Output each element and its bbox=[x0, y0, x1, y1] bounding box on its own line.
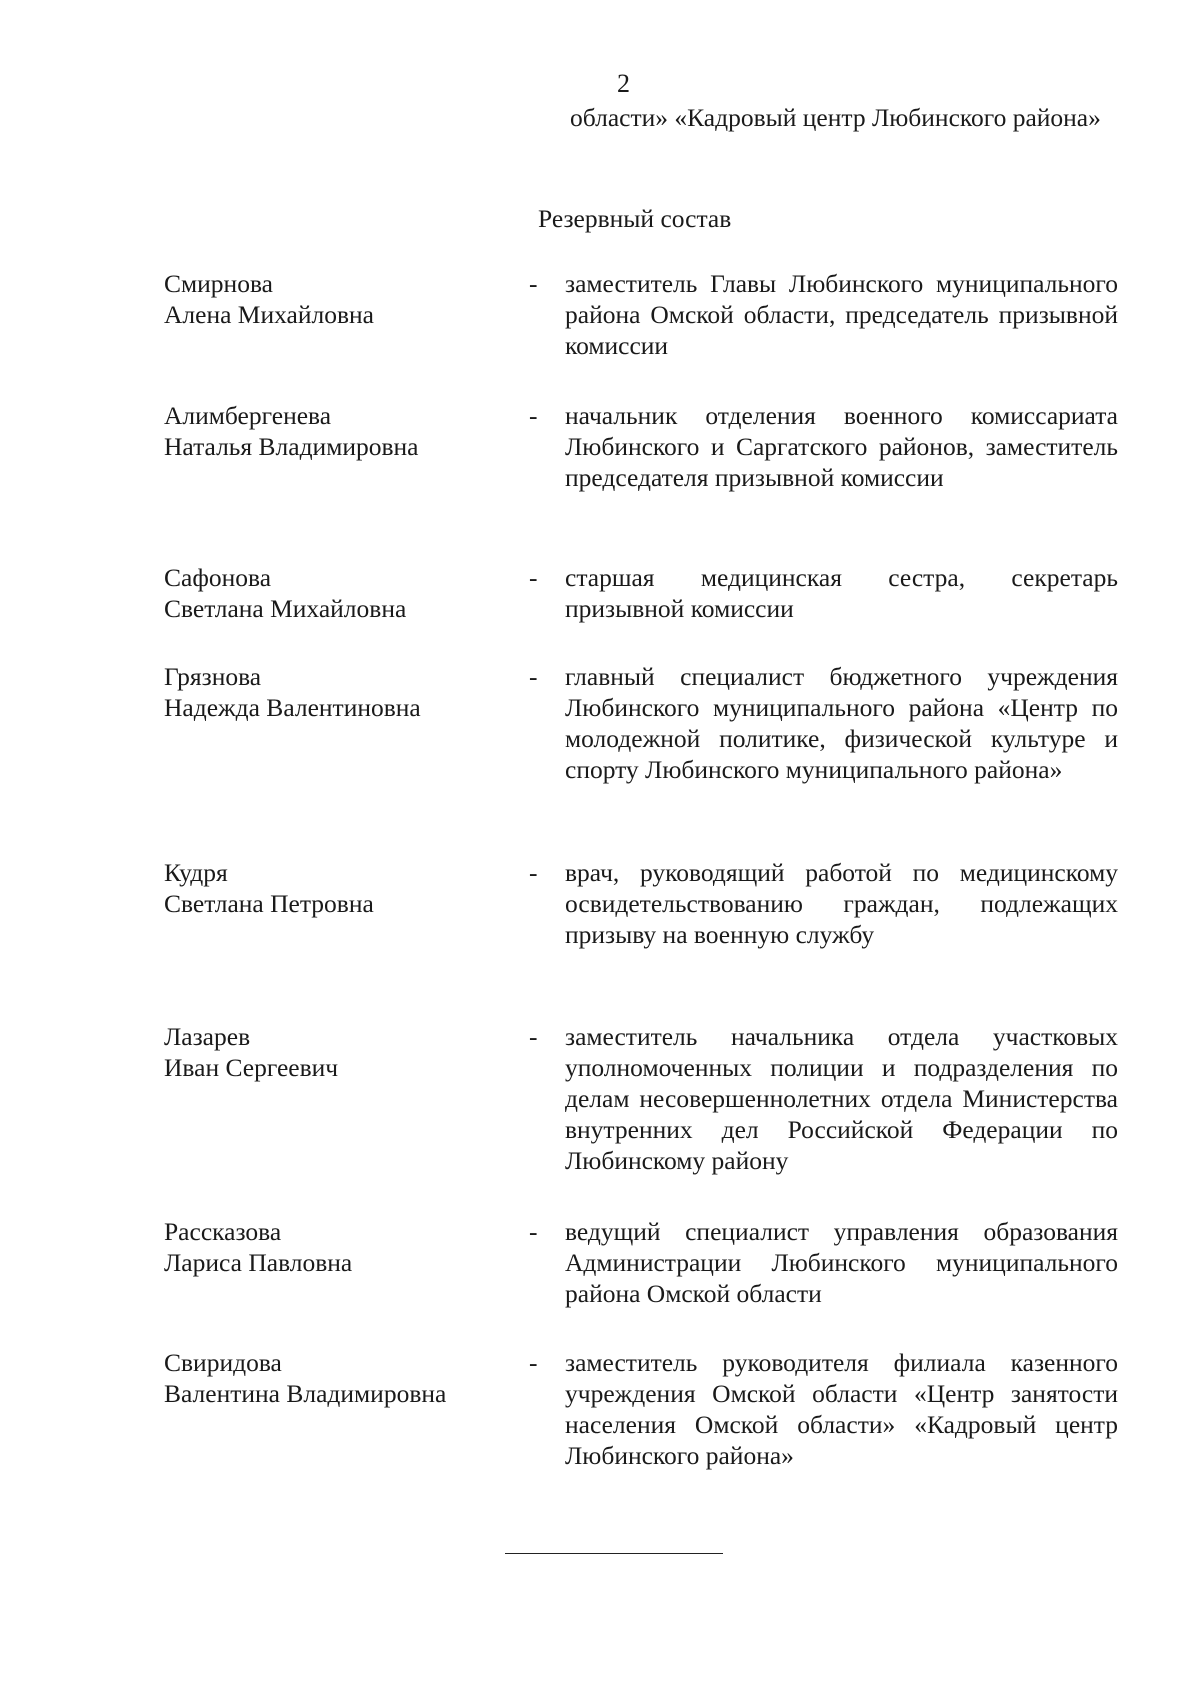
member-surname: Лазарев bbox=[164, 1022, 251, 1051]
member-given-name: Наталья Владимировна bbox=[164, 432, 419, 461]
dash: - bbox=[529, 858, 538, 887]
member-duty: заместитель Главы Любинского муниципального района Омской области, председатель призывной комиссии bbox=[565, 269, 1118, 360]
member-name bbox=[164, 1216, 524, 1278]
member-duty: врач, руководящий работой по медицинскому освидетельствованию граждан, подлежащих призыву на военную службу bbox=[565, 858, 1118, 949]
member-duty: заместитель руководителя филиала казенного учреждения Омской области «Центр занятости населения Омской области» «Кадровый центр Любинского района» bbox=[565, 1348, 1118, 1470]
member-name bbox=[164, 857, 524, 919]
member-given-name: Лариса Павловна bbox=[164, 1248, 353, 1277]
dash: - bbox=[529, 1022, 538, 1051]
member-surname: Грязнова bbox=[164, 662, 262, 691]
member-given-name: Иван Сергеевич bbox=[164, 1053, 339, 1082]
dash: - bbox=[529, 269, 538, 298]
member-given-name: Светлана Петровна bbox=[164, 889, 374, 918]
dash: - bbox=[529, 401, 538, 430]
dash: - bbox=[529, 1217, 538, 1246]
member-duty: заместитель начальника отдела участковых уполномоченных полиции и подразделения по делам несовершеннолетних отдела Министерства внутренних дел Российской Федерации по Любинскому району bbox=[565, 1022, 1118, 1175]
member-surname: Смирнова bbox=[164, 269, 273, 298]
member-surname: Алимбергенева bbox=[164, 401, 332, 430]
member-duty: начальник отделения военного комиссариата Любинского и Саргатского районов, заместитель председателя призывной комиссии bbox=[565, 401, 1118, 492]
closing-rule bbox=[505, 1553, 723, 1554]
member-given-name: Алена Михайловна bbox=[164, 300, 374, 329]
member-given-name: Светлана Михайловна bbox=[164, 594, 407, 623]
page-number: 2 bbox=[617, 69, 630, 98]
member-surname: Кудря bbox=[164, 858, 228, 887]
member-surname: Свиридова bbox=[164, 1348, 282, 1377]
member-name bbox=[164, 268, 524, 330]
member-duty: главный специалист бюджетного учреждения Любинского муниципального района «Центр по молодежной политике, физической культуре и спорту Любинского муниципального района» bbox=[565, 662, 1118, 784]
dash: - bbox=[529, 662, 538, 691]
member-duty: старшая медицинская сестра, секретарь призывной комиссии bbox=[565, 563, 1118, 623]
dash: - bbox=[529, 1348, 538, 1377]
member-name bbox=[164, 661, 524, 723]
member-given-name: Валентина Владимировна bbox=[164, 1379, 447, 1408]
continued-duty-text: области» «Кадровый центр Любинского района» bbox=[570, 103, 1101, 132]
member-surname: Рассказова bbox=[164, 1217, 282, 1246]
member-name bbox=[164, 1021, 524, 1083]
dash: - bbox=[529, 563, 538, 592]
section-title: Резервный состав bbox=[538, 204, 732, 233]
member-given-name: Надежда Валентиновна bbox=[164, 693, 421, 722]
member-name bbox=[164, 400, 524, 462]
member-name bbox=[164, 1347, 524, 1409]
member-surname: Сафонова bbox=[164, 563, 272, 592]
member-duty: ведущий специалист управления образования Администрации Любинского муниципального района Омской области bbox=[565, 1217, 1118, 1308]
member-name bbox=[164, 562, 524, 624]
